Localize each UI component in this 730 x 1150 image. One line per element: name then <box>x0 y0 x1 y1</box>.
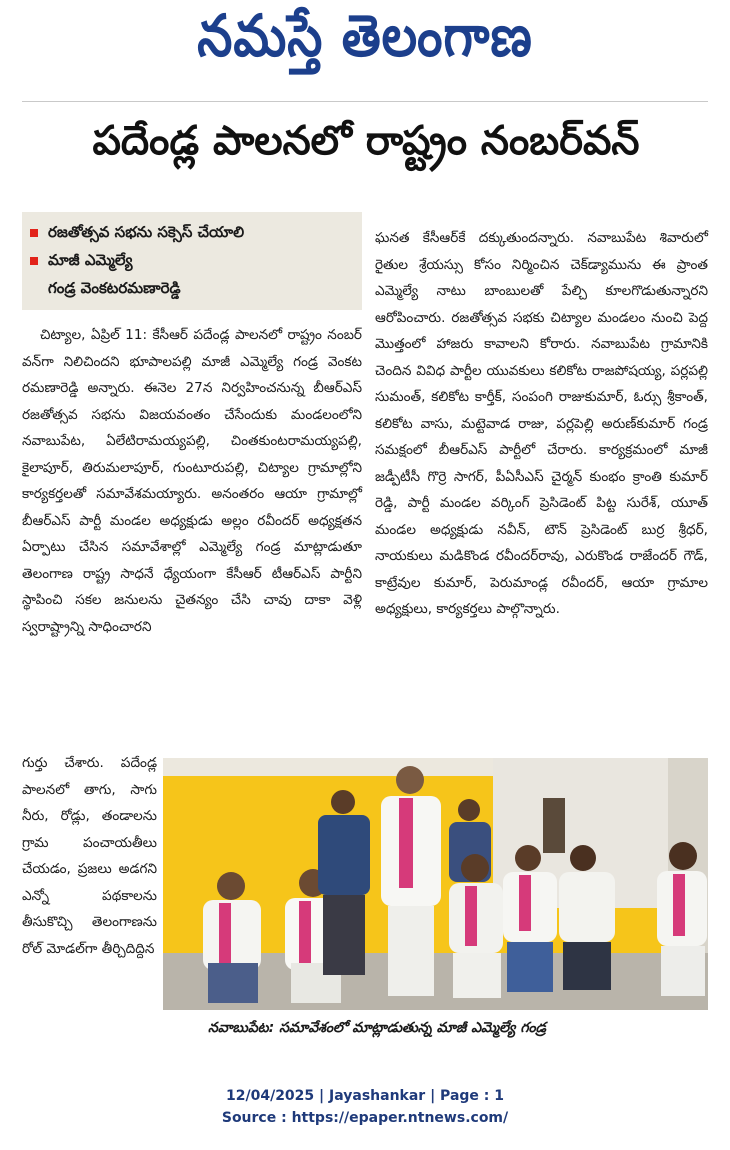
body-text-right: ఘనత కేసీఆర్‌కే దక్కుతుందన్నారు. నవాబుపేట శివారులో రైతుల శ్రేయస్సు కోసం నిర్మించిన చెక్‌డ్యామును ఈ ప్రాంత ఎమ్మెల్యే నాటు బాంబులతో పేల్చి కూలగొడుతున్నారని ఆరోపించారు. రజతోత్సవ సభకు చిట్యాల మండలం నుంచి పెద్ద మొత్తంలో హాజరు కావాలని కోరారు. నవాబుపేట గ్రామానికి చెందిన వివిధ పార్టీల యువకులు కలికోట రాజపోషయ్య, పర్లపల్లి సుమంత్‌, కలికోట కార్తీక్‌, సంపంగి రాజుకుమార్‌, ఓర్సు శ్రీకాంత్‌, కలికోట వాసు, మట్టెవాడ రాజు, పర్లపెల్లి అరుణ్‌కుమార్‌ గండ్ర సమక్షంలో బీఆర్‌ఎస్‌ పార్టీలో చేరారు. కార్యక్రమంలో మాజీ జడ్పీటీసీ గొర్రె సాగర్‌, పీఏసీఎస్‌ చైర్మన్‌ కుంభం క్రాంతి కుమార్‌ రెడ్డి, పార్టీ మండల వర్కింగ్‌ ప్రెసిడెంట్‌ పిట్ట సురేశ్‌, యూత్‌ మండల అధ్యక్షుడు నవీన్‌, టౌన్‌ ప్రెసిడెంట్‌ బుర్ర శ్రీధర్‌, నాయకులు మడికొండ రవీందర్‌రావు, ఎరుకొండ రాజేందర్‌ గౌడ్‌, కాట్రేవుల కుమార్‌, పెరుమాండ్ల రవీందర్‌, ఆయా గ్రామాల అధ్యక్షులు, కార్యకర్తలు పాల్గొన్నారు. <box>375 230 708 617</box>
masthead <box>0 0 730 90</box>
news-photo <box>163 758 708 1010</box>
bullet-icon <box>30 229 38 237</box>
subhead-item-continued: గండ్ర వెంకటరమణారెడ్డి <box>48 279 181 297</box>
bullet-icon <box>30 257 38 265</box>
subhead-item: మాజీ ఎమ్మెల్యే <box>30 246 354 274</box>
left-column <box>22 212 362 640</box>
body-text-left: చిట్యాల, ఏప్రిల్‌ 11: కేసీఆర్‌ పదేండ్ల పాలనలో రాష్ట్రం నంబర్‌ వన్‌గా నిలిచిందని భూపాలపల్లి మాజీ ఎమ్మెల్యే గండ్ర వెంకట రమణారెడ్డి అన్నారు. ఈనెల 27న నిర్వహించనున్న బీఆర్‌ఎస్‌ రజతోత్సవ సభను విజయవంతం చేసేందుకు మండలంలోని నవాబుపేట, ఏలేటిరామయ్యపల్లి, చింతకుంటరామయ్యపల్లి, కైలాపూర్‌, తిరుమలాపూర్‌, గుంటూరుపల్లి, చిట్యాల గ్రామాల్లోని కార్యకర్తలతో సమావేశమయ్యారు. అనంతరం ఆయా గ్రామాల్లో బీఆర్‌ఎస్‌ పార్టీ మండల అధ్యక్షుడు అల్లం రవీందర్‌ అధ్యక్షతన ఏర్పాటు చేసిన సమావేశాల్లో ఎమ్మెల్యే గండ్ర మాట్లాడుతూ తెలంగాణ రాష్ట్ర సాధనే ధ్యేయంగా కేసీఆర్‌ టీఆర్‌ఎస్‌ పార్టీని స్థాపించి సకల జనులను చైతన్యం చేసి చావు దాకా వెళ్లి స్వరాష్ట్రాన్ని సాధించారని <box>22 327 362 635</box>
subhead-box <box>22 212 362 310</box>
masthead-title: నమస్తే తెలంగాణ <box>197 2 533 70</box>
masthead-divider <box>22 101 708 102</box>
subhead-item: రజతోత్సవ సభను సక్సెస్‌ చేయాలి <box>30 218 354 246</box>
photo-caption: నవాబుపేట: సమావేశంలో మాట్లాడుతున్న మాజీ ఎమ్మెల్యే గండ్ర <box>208 1020 546 1036</box>
footer-edition-info: 12/04/2025 | Jayashankar | Page : 1 <box>226 1088 504 1104</box>
footer-source: Source : https://epaper.ntnews.com/ <box>221 1110 509 1126</box>
body-text-narrow: గుర్తు చేశారు. పదేండ్ల పాలనలో తాగు, సాగు నీరు, రోడ్లు, తండాలను గ్రామ పంచాయతీలు చేయడం, ప్రజలు అడగని ఎన్నో పథకాలను తీసుకొచ్చి తెలంగాణను రోల్‌ మోడల్‌గా తీర్చిదిద్దిన <box>22 755 157 957</box>
article-headline: పదేండ్ల పాలనలో రాష్ట్రం నంబర్‌వన్ <box>92 118 640 164</box>
